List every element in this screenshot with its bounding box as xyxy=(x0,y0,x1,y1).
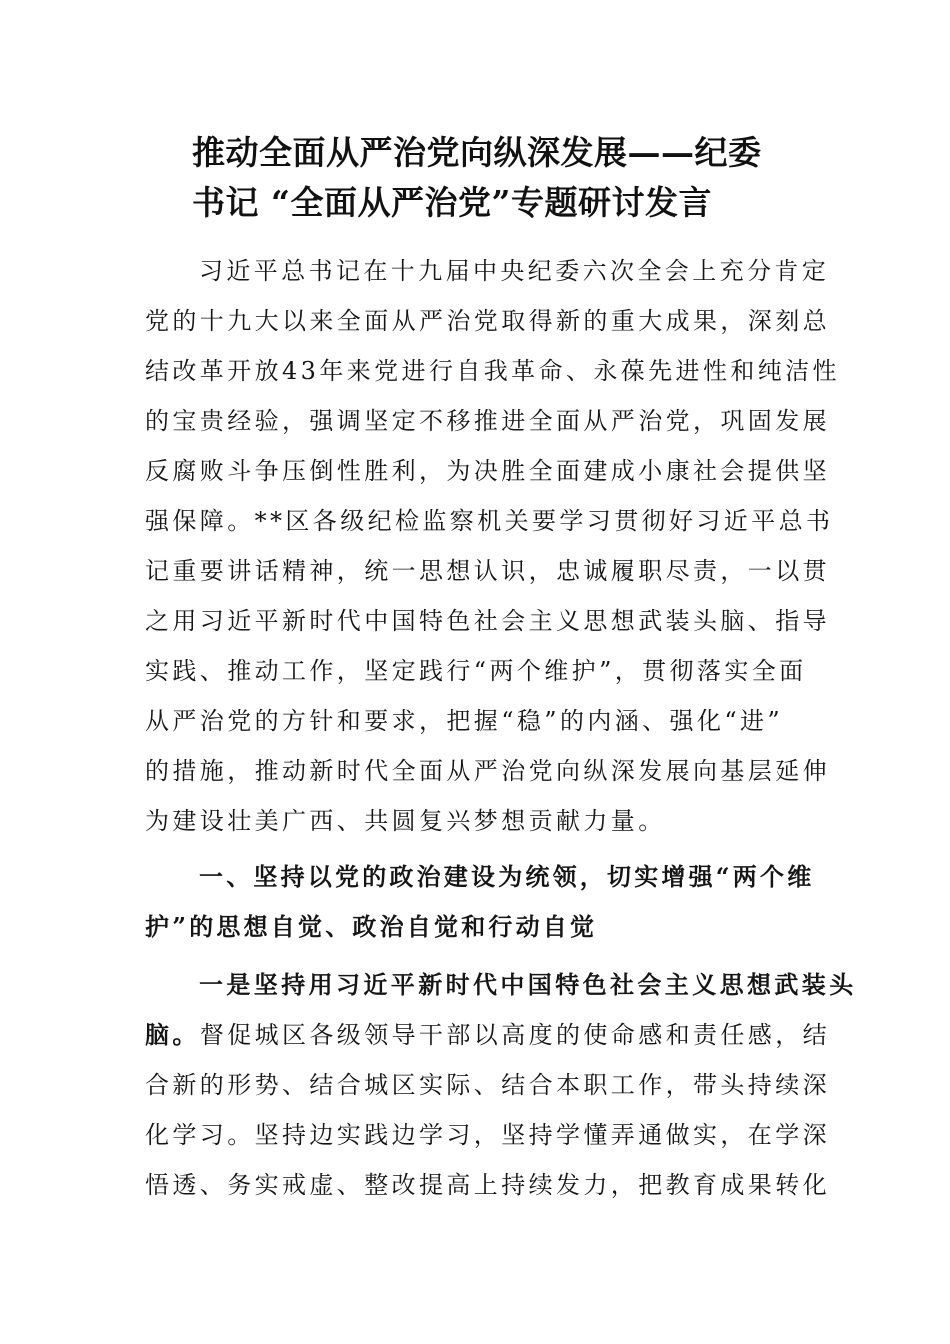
text-line: 的宝贵经验，强调坚定不移推进全面从严治党，巩固发展 xyxy=(145,407,830,435)
intro-paragraph xyxy=(145,246,840,846)
text-line: 为建设壮美广西、共圆复兴梦想贡献力量。 xyxy=(145,807,666,835)
heading-line-2: 护”的思想自觉、政治自觉和行动自觉 xyxy=(145,912,598,941)
text-line: 的措施，推动新时代全面从严治党向纵深发展向基层延伸 xyxy=(145,757,830,785)
text-line: 记重要讲话精神，统一思想认识，忠诚履职尽责，一以贯 xyxy=(145,557,830,585)
title-line-2: 书记 “全面从严治党”专题研讨发言 xyxy=(192,183,712,222)
section-1-paragraph-1 xyxy=(145,960,857,1210)
text-line: 结改革开放43年来党进行自我革命、永葆先进性和纯洁性 xyxy=(145,357,840,385)
text-line: 合新的形势、结合城区实际、结合本职工作，带头持续深 xyxy=(145,1071,830,1099)
text-line: 从严治党的方针和要求，把握“稳”的内涵、强化“进” xyxy=(145,707,784,735)
heading-line-1: 一、坚持以党的政治建设为统领，切实增强“两个维 xyxy=(199,862,815,891)
text-line xyxy=(145,1010,831,1060)
text-line: 之用习近平新时代中国特色社会主义思想武装头脑、指导 xyxy=(145,607,830,635)
bold-lead-line: 一是坚持用习近平新时代中国特色社会主义思想武装头 xyxy=(199,970,857,999)
text-line: 强保障。**区各级纪检监察机关要学习贯彻好习近平总书 xyxy=(145,507,834,535)
text-line: 习近平总书记在十九届中央纪委六次全会上充分肯定 xyxy=(199,257,830,285)
text-line-rest: 督促城区各级领导干部以高度的使命感和责任感，结 xyxy=(199,1021,831,1049)
text-line: 反腐败斗争压倒性胜利，为决胜全面建成小康社会提供坚 xyxy=(145,457,830,485)
text-line: 悟透、务实戒虚、整改提高上持续发力，把教育成果转化 xyxy=(145,1171,830,1199)
text-line: 党的十九大以来全面从严治党取得新的重大成果，深刻总 xyxy=(145,307,830,335)
title-line-1: 推动全面从严治党向纵深发展——纪委 xyxy=(192,133,762,172)
bold-lead-end: 脑。 xyxy=(145,1020,200,1049)
section-1-heading xyxy=(145,852,815,952)
document-title xyxy=(192,128,812,228)
text-line: 实践、推动工作，坚定践行“两个维护”，贯彻落实全面 xyxy=(145,657,807,685)
text-line: 化学习。坚持边实践边学习，坚持学懂弄通做实，在学深 xyxy=(145,1121,830,1149)
